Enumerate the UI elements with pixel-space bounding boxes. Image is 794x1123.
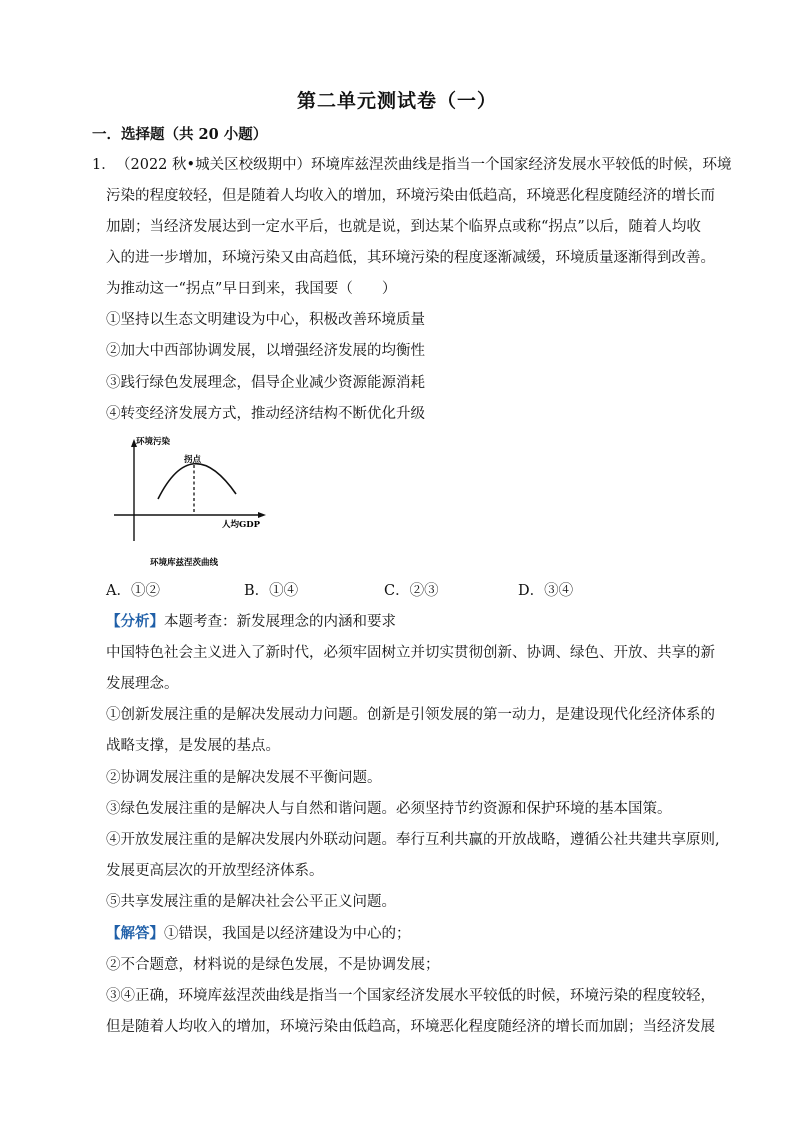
choice-b[interactable]: B．①④ [244,583,299,599]
turning-point-label: 拐点 [184,455,202,465]
analysis-tag: 【分析】 [106,613,164,630]
analysis-line: 战略支撑，是发展的基点。 [106,738,280,754]
question-stem: 为推动这一“拐点”早日到来，我国要（ ） [106,281,397,297]
kuznets-curve [158,464,236,499]
answer-line: ②不合题意，材料说的是绿色发展，不是协调发展； [106,957,440,973]
y-axis-label: 环境污染 [136,437,171,447]
analysis-line: 发展更高层次的开放型经济体系。 [106,863,324,879]
analysis-line: 发展理念。 [106,676,179,692]
choice-a[interactable]: A．①② [106,583,160,599]
x-axis-label: 人均GDP [222,520,261,530]
answer-line [106,924,411,944]
analysis-line: ②协调发展注重的是解决发展不平衡问题。 [106,770,382,786]
analysis-line [106,612,396,632]
option-statement: ④转变经济发展方式，推动经济结构不断优化升级 [106,406,425,422]
kuznets-curve-figure [110,435,270,575]
question-number: 1． [92,157,116,173]
analysis-topic: 本题考查：新发展理念的内涵和要求 [164,614,396,630]
question-line: 入的进一步增加，环境污染又由高趋低，其环境污染的程度逐渐减缓，环境质量逐渐得到改善。 [106,250,715,266]
option-statement: ①坚持以生态文明建设为中心，积极改善环境质量 [106,312,425,328]
x-axis-arrow [258,512,266,518]
answer-text: ①错误，我国是以经济建设为中心的； [164,926,411,942]
option-statement: ②加大中西部协调发展，以增强经济发展的均衡性 [106,343,425,359]
question-line: （2022 秋•城关区校级期中）环境库兹涅茨曲线是指当一个国家经济发展水平较低的时候，环境 [116,157,732,173]
section-heading: 一．选择题（共 20 小题） [92,126,268,143]
choice-c[interactable]: C．②③ [384,583,439,599]
page-title: 第二单元测试卷（一） [296,90,497,112]
choice-d[interactable]: D．③④ [518,583,574,599]
question-line: 污染的程度较轻，但是随着人均收入的增加，环境污染由低趋高，环境恶化程度随经济的增长而 [106,188,715,204]
analysis-line: ③绿色发展注重的是解决人与自然和谐问题。必须坚持节约资源和保护环境的基本国策。 [106,801,672,817]
answer-line: ③④正确，环境库兹涅茨曲线是指当一个国家经济发展水平较低的时候，环境污染的程度较轻， [106,988,715,1004]
figure-caption: 环境库兹涅茨曲线 [150,558,219,568]
option-statement: ③践行绿色发展理念，倡导企业减少资源能源消耗 [106,375,425,391]
analysis-line: ④开放发展注重的是解决发展内外联动问题。奉行互利共赢的开放战略，遵循公社共建共享原则, [106,832,720,848]
analysis-line: 中国特色社会主义进入了新时代，必须牢固树立并切实贯彻创新、协调、绿色、开放、共享的新 [106,645,715,661]
analysis-line: ①创新发展注重的是解决发展动力问题。创新是引领发展的第一动力，是建设现代化经济体系的 [106,707,715,723]
answer-tag: 【解答】 [106,925,164,942]
question-line: 加剧；当经济发展达到一定水平后，也就是说，到达某个临界点或称“拐点”以后，随着人均收 [106,219,701,235]
analysis-line: ⑤共享发展注重的是解决社会公平正义问题。 [106,894,396,910]
answer-line: 但是随着人均收入的增加，环境污染由低趋高，环境恶化程度随经济的增长而加剧；当经济发展 [106,1019,715,1035]
